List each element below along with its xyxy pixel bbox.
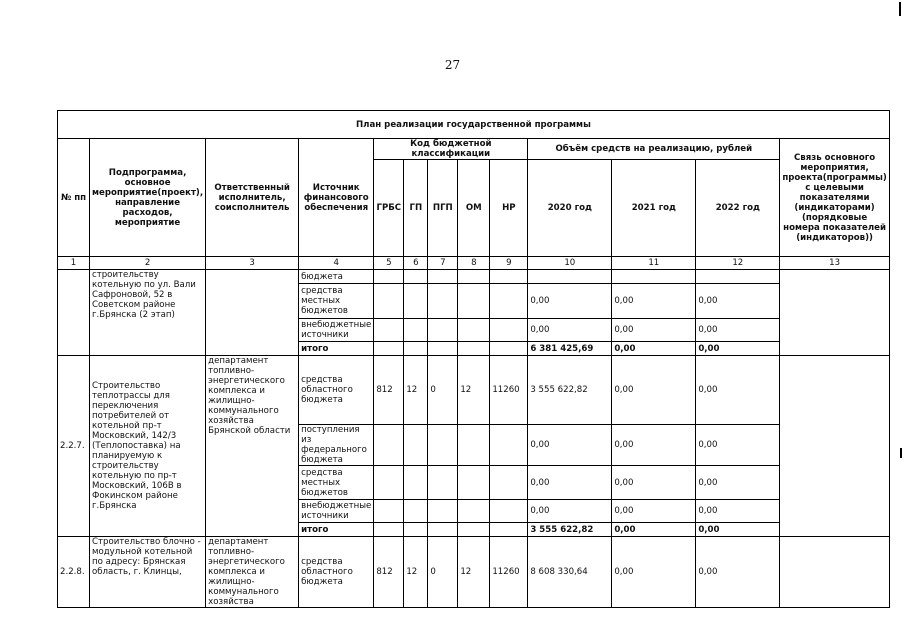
total-label: итого <box>299 523 374 537</box>
amount-2022 <box>696 270 780 284</box>
header-subprogram: Подпрограмма, основное мероприятие(проект), направление расходов, мероприятие <box>90 139 206 257</box>
plan-table <box>57 110 890 608</box>
grbs-cell <box>374 425 404 466</box>
pgp-cell <box>428 319 458 342</box>
source-cell: бюджета <box>299 270 374 284</box>
amount-2020: 0,00 <box>528 319 612 342</box>
source-cell: поступления из федерального бюджета <box>299 425 374 466</box>
om-cell <box>458 284 490 319</box>
om-cell <box>458 466 490 500</box>
amount-2021 <box>612 270 696 284</box>
source-cell: средства местных бюджетов <box>299 466 374 500</box>
amount-2020: 3 555 622,82 <box>528 356 612 425</box>
col-number: 3 <box>206 257 299 270</box>
header-budget-code: Код бюджетной классификации <box>374 139 528 160</box>
pgp-cell <box>428 466 458 500</box>
gp-cell <box>404 425 428 466</box>
gp-cell <box>404 466 428 500</box>
col-number: 10 <box>528 257 612 270</box>
executor-cell: департамент топливно-энергетического комплекса и жилищно-коммунального хозяйства Брянской области <box>206 356 299 537</box>
amount-2021: 0,00 <box>612 500 696 523</box>
indicator-link-cell <box>780 356 890 537</box>
col-number: 8 <box>458 257 490 270</box>
nr-cell <box>490 523 528 537</box>
gp-cell <box>404 319 428 342</box>
col-number: 4 <box>299 257 374 270</box>
amount-2022: 0,00 <box>696 319 780 342</box>
nr-cell <box>490 425 528 466</box>
grbs-cell <box>374 500 404 523</box>
total-2020: 3 555 622,82 <box>528 523 612 537</box>
pgp-cell <box>428 342 458 356</box>
amount-2020: 0,00 <box>528 500 612 523</box>
grbs-cell <box>374 270 404 284</box>
grbs-cell: 812 <box>374 356 404 425</box>
amount-2021: 0,00 <box>612 356 696 425</box>
total-label: итого <box>299 342 374 356</box>
nr-cell <box>490 342 528 356</box>
total-2021: 0,00 <box>612 523 696 537</box>
gp-cell: 12 <box>404 356 428 425</box>
nr-cell <box>490 284 528 319</box>
indicator-link-cell <box>780 537 890 608</box>
col-number: 1 <box>58 257 90 270</box>
grbs-cell <box>374 284 404 319</box>
col-number: 12 <box>696 257 780 270</box>
row-number <box>58 270 90 356</box>
om-cell <box>458 500 490 523</box>
gp-cell <box>404 523 428 537</box>
pgp-cell <box>428 523 458 537</box>
header-2022: 2022 год <box>696 160 780 257</box>
col-number: 7 <box>428 257 458 270</box>
gp-cell: 12 <box>404 537 428 608</box>
col-number: 9 <box>490 257 528 270</box>
edge-mark-right <box>900 448 902 458</box>
col-number: 13 <box>780 257 890 270</box>
om-cell <box>458 342 490 356</box>
measure-description: Строительство теплотрассы для переключения потребителей от котельной пр-т Московский, 142/3 (Теплопоставка) на планируемую к строительству котельную по пр-т Московский, 106В в Фокинском районе г.Брянска <box>90 356 206 537</box>
source-cell: средства областного бюджета <box>299 356 374 425</box>
om-cell <box>458 523 490 537</box>
header-executor: Ответственный исполнитель, соисполнитель <box>206 139 299 257</box>
header-gp: ГП <box>404 160 428 257</box>
header-np: № пп <box>58 139 90 257</box>
grbs-cell <box>374 523 404 537</box>
nr-cell <box>490 319 528 342</box>
amount-2022: 0,00 <box>696 356 780 425</box>
nr-cell <box>490 270 528 284</box>
source-cell: средства областного бюджета <box>299 537 374 608</box>
total-2022: 0,00 <box>696 342 780 356</box>
header-volume: Объём средств на реализацию, рублей <box>528 139 780 160</box>
om-cell <box>458 425 490 466</box>
amount-2020: 0,00 <box>528 425 612 466</box>
row-number: 2.2.8. <box>58 537 90 608</box>
grbs-cell <box>374 319 404 342</box>
header-om: ОМ <box>458 160 490 257</box>
header-nr: НР <box>490 160 528 257</box>
amount-2020: 0,00 <box>528 284 612 319</box>
edge-mark-top <box>899 2 901 16</box>
header-2021: 2021 год <box>612 160 696 257</box>
gp-cell <box>404 500 428 523</box>
nr-cell: 11260 <box>490 537 528 608</box>
pgp-cell: 0 <box>428 537 458 608</box>
page-number: 27 <box>444 58 461 72</box>
om-cell <box>458 319 490 342</box>
amount-2020 <box>528 270 612 284</box>
gp-cell <box>404 284 428 319</box>
header-grbs: ГРБС <box>374 160 404 257</box>
grbs-cell: 812 <box>374 537 404 608</box>
total-2021: 0,00 <box>612 342 696 356</box>
pgp-cell: 0 <box>428 356 458 425</box>
measure-description: Строительство блочно - модульной котельной по адресу: Брянская область, г. Клинцы, <box>90 537 206 608</box>
nr-cell <box>490 500 528 523</box>
indicator-link-cell <box>780 270 890 356</box>
col-number: 11 <box>612 257 696 270</box>
col-number: 5 <box>374 257 404 270</box>
grbs-cell <box>374 342 404 356</box>
amount-2020: 8 608 330,64 <box>528 537 612 608</box>
nr-cell: 11260 <box>490 356 528 425</box>
source-cell: внебюджетные источники <box>299 500 374 523</box>
header-link: Связь основного мероприятия, проекта(программы) с целевыми показателями (индикаторами) (порядковые номера показателей (индикаторов)) <box>780 139 890 257</box>
pgp-cell <box>428 284 458 319</box>
amount-2021: 0,00 <box>612 466 696 500</box>
gp-cell <box>404 342 428 356</box>
amount-2020: 0,00 <box>528 466 612 500</box>
header-source: Источник финансового обеспечения <box>299 139 374 257</box>
amount-2021: 0,00 <box>612 537 696 608</box>
nr-cell <box>490 466 528 500</box>
amount-2021: 0,00 <box>612 425 696 466</box>
grbs-cell <box>374 466 404 500</box>
source-cell: средства местных бюджетов <box>299 284 374 319</box>
executor-cell: департамент топливно-энергетического комплекса и жилищно-коммунального хозяйства <box>206 537 299 608</box>
executor-cell <box>206 270 299 356</box>
total-2022: 0,00 <box>696 523 780 537</box>
om-cell: 12 <box>458 537 490 608</box>
row-number: 2.2.7. <box>58 356 90 537</box>
pgp-cell <box>428 270 458 284</box>
source-cell: внебюджетные источники <box>299 319 374 342</box>
header-2020: 2020 год <box>528 160 612 257</box>
amount-2022: 0,00 <box>696 284 780 319</box>
total-2020: 6 381 425,69 <box>528 342 612 356</box>
gp-cell <box>404 270 428 284</box>
amount-2022: 0,00 <box>696 500 780 523</box>
pgp-cell <box>428 425 458 466</box>
amount-2021: 0,00 <box>612 284 696 319</box>
amount-2022: 0,00 <box>696 537 780 608</box>
col-number: 2 <box>90 257 206 270</box>
pgp-cell <box>428 500 458 523</box>
header-pgp: ПГП <box>428 160 458 257</box>
amount-2022: 0,00 <box>696 466 780 500</box>
measure-description: строительству котельную по ул. Вали Сафроновой, 52 в Советском районе г.Брянска (2 этап) <box>90 270 206 356</box>
amount-2022: 0,00 <box>696 425 780 466</box>
col-number: 6 <box>404 257 428 270</box>
om-cell <box>458 270 490 284</box>
om-cell: 12 <box>458 356 490 425</box>
amount-2021: 0,00 <box>612 319 696 342</box>
table-title: План реализации государственной программы <box>58 111 890 139</box>
